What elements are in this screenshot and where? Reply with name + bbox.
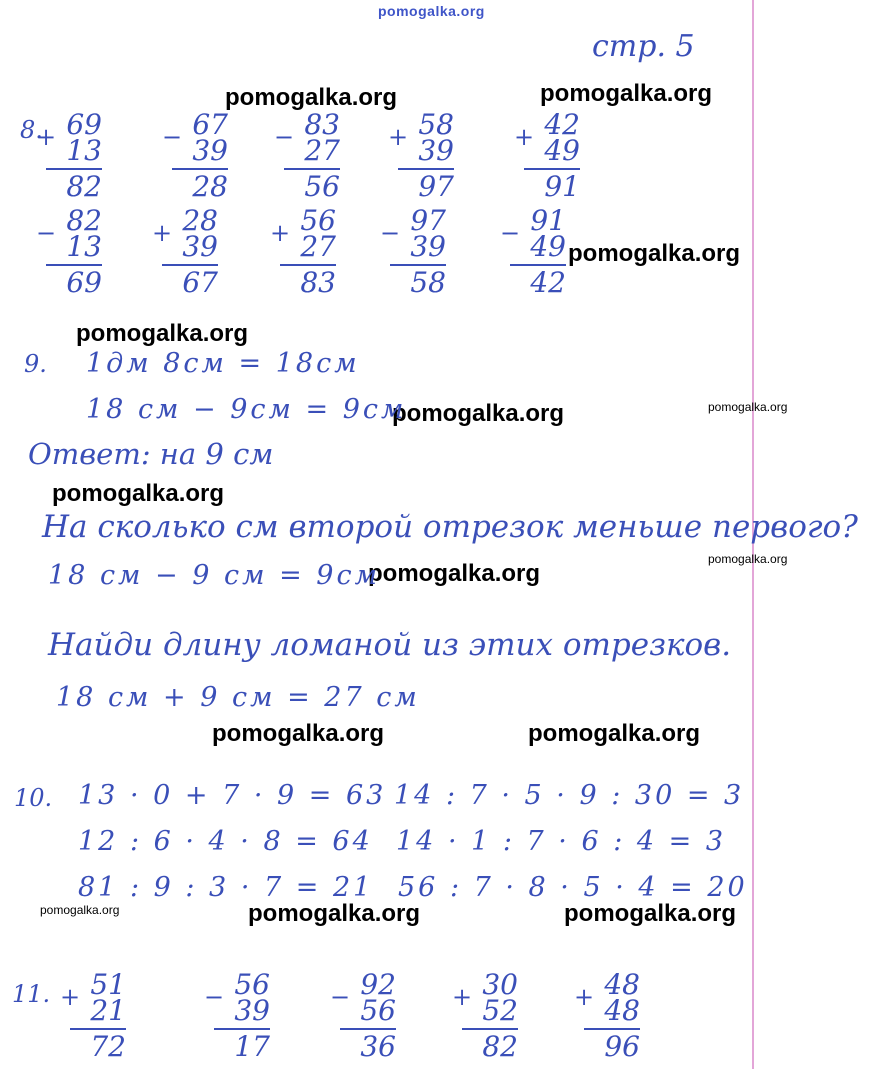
column-problem (500, 204, 566, 299)
task-9-line-2: 18 см − 9см = 9см (86, 394, 407, 425)
operator: − (162, 123, 183, 151)
operand-b: 27 (300, 230, 336, 263)
operand-a: 82 (66, 204, 102, 237)
watermark: pomogalka.org (568, 240, 741, 267)
watermark-small: pomogalka.org (40, 903, 120, 917)
operator: + (452, 983, 473, 1011)
watermark-small: pomogalka.org (708, 552, 788, 566)
operand-b: 39 (234, 994, 270, 1027)
task-9-question-2: Найди длину ломаной из этих отрезков. (48, 627, 732, 663)
task-10-left-1: 13 · 0 + 7 · 9 = 63 (78, 780, 387, 811)
operator: + (574, 983, 595, 1011)
watermark: pomogalka.org (76, 320, 249, 347)
watermark-top: pomogalka.org (378, 3, 485, 19)
operand-b: 13 (66, 230, 102, 263)
operator: + (514, 123, 535, 151)
operand-a: 51 (90, 968, 126, 1001)
result: 36 (360, 1030, 396, 1063)
operand-b: 27 (304, 134, 340, 167)
column-problem (36, 108, 102, 203)
operand-b: 39 (418, 134, 454, 167)
operand-a: 92 (360, 968, 396, 1001)
column-problem (380, 204, 446, 299)
task-10-label: 10. (14, 784, 53, 812)
column-problem (60, 968, 126, 1063)
result: 58 (410, 266, 446, 299)
operand-a: 91 (530, 204, 566, 237)
operand-b: 56 (360, 994, 396, 1027)
result: 69 (66, 266, 102, 299)
operand-b: 39 (410, 230, 446, 263)
result: 83 (300, 266, 336, 299)
task-9-line-1: 1дм 8см = 18см (86, 348, 360, 379)
watermark: pomogalka.org (564, 900, 737, 927)
operand-a: 58 (418, 108, 454, 141)
task-9-label: 9. (24, 350, 47, 378)
result: 82 (66, 170, 102, 203)
column-problem (514, 108, 580, 203)
operand-a: 56 (234, 968, 270, 1001)
operand-a: 56 (300, 204, 336, 237)
task-8-label: 8. (20, 116, 43, 144)
task-10-left-3: 81 : 9 : 3 · 7 = 21 (78, 872, 374, 903)
result: 97 (418, 170, 454, 203)
column-problem (574, 968, 640, 1063)
result: 82 (482, 1030, 518, 1063)
watermark-small: pomogalka.org (708, 400, 788, 414)
operator: + (36, 123, 57, 151)
watermark: pomogalka.org (540, 80, 713, 107)
operator: − (330, 983, 351, 1011)
operand-b: 39 (182, 230, 218, 263)
watermark: pomogalka.org (52, 480, 225, 507)
result: 91 (544, 170, 580, 203)
watermark: pomogalka.org (392, 400, 565, 427)
operand-a: 83 (304, 108, 340, 141)
operator: + (270, 219, 291, 247)
operand-b: 49 (530, 230, 566, 263)
operator: + (60, 983, 81, 1011)
operand-b: 39 (192, 134, 228, 167)
column-problem (270, 204, 336, 299)
operand-a: 69 (66, 108, 102, 141)
operand-a: 48 (604, 968, 640, 1001)
column-problem (152, 204, 218, 299)
operand-b: 49 (544, 134, 580, 167)
operand-b: 13 (66, 134, 102, 167)
operand-a: 42 (544, 108, 580, 141)
watermark: pomogalka.org (368, 560, 541, 587)
result: 42 (530, 266, 566, 299)
operator: − (500, 219, 521, 247)
operand-a: 67 (192, 108, 228, 141)
page-number: стр. 5 (592, 29, 695, 64)
watermark: pomogalka.org (225, 84, 398, 111)
operand-a: 28 (182, 204, 218, 237)
task-10-right-1: 14 : 7 · 5 · 9 : 30 = 3 (394, 780, 745, 811)
result: 96 (604, 1030, 640, 1063)
operand-b: 48 (604, 994, 640, 1027)
result: 17 (234, 1030, 270, 1063)
operand-b: 21 (90, 994, 126, 1027)
task-9-line-3: 18 см − 9 см = 9см (48, 560, 380, 591)
result: 56 (304, 170, 340, 203)
column-problem (274, 108, 340, 203)
watermark: pomogalka.org (528, 720, 701, 747)
watermark: pomogalka.org (212, 720, 385, 747)
operator: − (36, 219, 57, 247)
task-9-line-4: 18 см + 9 см = 27 см (56, 682, 420, 713)
operator: − (204, 983, 225, 1011)
operand-b: 52 (482, 994, 518, 1027)
column-problem (204, 968, 270, 1063)
column-problem (452, 968, 518, 1063)
column-problem (388, 108, 454, 203)
watermark: pomogalka.org (248, 900, 421, 927)
operator: − (380, 219, 401, 247)
task-11-label: 11. (12, 980, 51, 1008)
operand-a: 30 (482, 968, 518, 1001)
column-problem (330, 968, 396, 1063)
result: 67 (182, 266, 218, 299)
task-10-left-2: 12 : 6 · 4 · 8 = 64 (78, 826, 373, 857)
operator: − (274, 123, 295, 151)
task-10-right-3: 56 : 7 · 8 · 5 · 4 = 20 (398, 872, 748, 903)
task-10-right-2: 14 · 1 : 7 · 6 : 4 = 3 (396, 826, 727, 857)
operand-a: 97 (410, 204, 446, 237)
result: 72 (90, 1030, 126, 1063)
task-9-answer: Ответ: на 9 см (28, 437, 274, 471)
operator: + (152, 219, 173, 247)
column-problem (36, 204, 102, 299)
column-problem (162, 108, 228, 203)
task-9-question-1: На сколько см второй отрезок меньше первого? (42, 509, 858, 545)
result: 28 (192, 170, 228, 203)
operator: + (388, 123, 409, 151)
